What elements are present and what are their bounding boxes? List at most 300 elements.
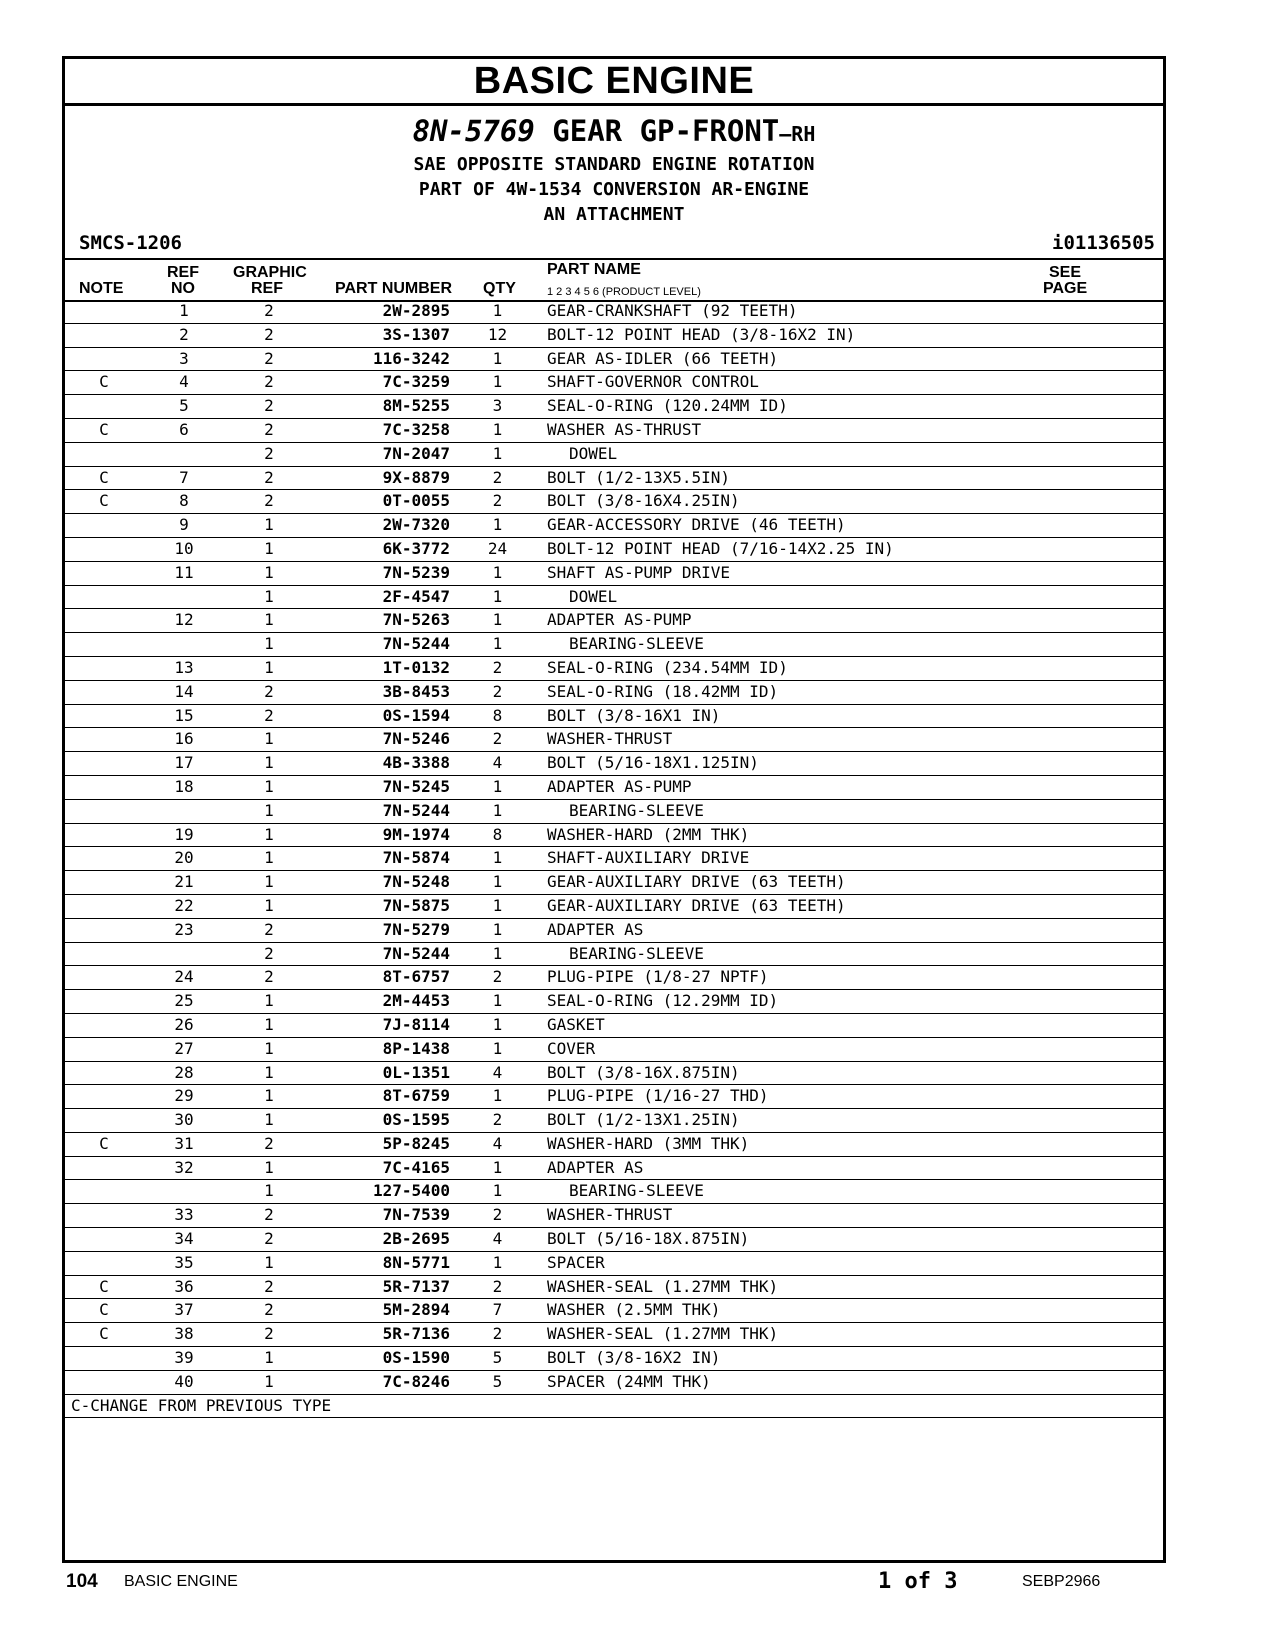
table-row	[65, 1347, 1163, 1371]
ref-no-cell: 40	[174, 1371, 194, 1391]
qty-cell: 2	[492, 491, 503, 511]
ref-no-cell: 4	[179, 372, 189, 392]
part-number-cell: 7C-4165	[382, 1157, 450, 1177]
table-row	[65, 776, 1163, 800]
qty-cell: 12	[487, 324, 508, 344]
ref-no-cell: 1	[179, 301, 189, 320]
part-name-cell: BOLT (3/8-16X1 IN)	[547, 705, 721, 725]
graphic-ref-cell: 1	[264, 1371, 274, 1391]
part-name-cell: BOLT-12 POINT HEAD (3/8-16X2 IN)	[547, 324, 856, 344]
graphic-ref-cell: 2	[264, 943, 274, 963]
qty-cell: 5	[492, 1371, 503, 1391]
qty-cell: 1	[492, 848, 503, 868]
graphic-ref-cell: 1	[264, 729, 274, 749]
ref-no-cell: 29	[174, 1086, 194, 1106]
part-number-cell: 2M-4453	[382, 991, 450, 1011]
ref-no-cell: 5	[179, 396, 189, 416]
graphic-ref-cell: 1	[264, 1157, 274, 1177]
qty-cell: 1	[492, 610, 503, 630]
part-name-cell: GEAR-CRANKSHAFT (92 TEETH)	[547, 301, 798, 320]
part-number-cell: 6K-3772	[382, 538, 450, 558]
graphic-ref-cell: 1	[264, 776, 274, 796]
graphic-ref-cell: 1	[264, 872, 274, 892]
qty-cell: 2	[492, 729, 503, 749]
part-name-cell: GEAR-ACCESSORY DRIVE (46 TEETH)	[547, 515, 846, 535]
graphic-ref-cell: 1	[264, 515, 274, 535]
qty-cell: 1	[492, 443, 503, 463]
qty-cell: 4	[492, 1062, 503, 1082]
graphic-ref-cell: 1	[264, 1038, 274, 1058]
table-row	[65, 871, 1163, 895]
table-row	[65, 1228, 1163, 1252]
note-cell: C	[99, 372, 109, 392]
part-name-cell: WASHER-THRUST	[547, 729, 673, 749]
part-number-cell: 7N-5263	[382, 610, 450, 630]
part-number-cell: 1T-0132	[382, 657, 450, 677]
part-number-cell: 0S-1590	[382, 1348, 450, 1368]
group-part-name: GEAR GP-FRONT	[552, 114, 780, 148]
ref-no-cell: 9	[179, 515, 189, 535]
qty-cell: 7	[492, 1300, 503, 1320]
doc-id: SEBP2966	[1022, 1573, 1101, 1590]
graphic-ref-cell: 2	[264, 1276, 274, 1296]
table-row	[65, 824, 1163, 848]
ref-no-cell: 20	[174, 848, 194, 868]
part-number-cell: 8T-6759	[382, 1086, 450, 1106]
part-number-cell: 7C-8246	[382, 1371, 450, 1391]
qty-cell: 1	[492, 800, 503, 820]
table-row	[65, 657, 1163, 681]
graphic-ref-cell: 2	[264, 1229, 274, 1249]
ref-no-cell: 15	[174, 705, 194, 725]
part-number-cell: 5R-7136	[382, 1324, 450, 1344]
ref-no-cell: 3	[179, 348, 189, 368]
graphic-ref-cell: 2	[264, 419, 274, 439]
part-name-cell: SHAFT AS-PUMP DRIVE	[547, 562, 731, 582]
qty-cell: 1	[492, 301, 503, 320]
graphic-ref-cell: 2	[264, 967, 274, 987]
qty-cell: 1	[492, 562, 503, 582]
col-graphic-2: REF	[251, 280, 283, 297]
table-row	[65, 633, 1163, 657]
sheet-count: 1 of 3	[878, 1569, 958, 1594]
table-header	[65, 258, 1163, 302]
part-number-cell: 2B-2695	[382, 1229, 450, 1249]
qty-cell: 1	[492, 1181, 503, 1201]
graphic-ref-cell: 1	[264, 1181, 274, 1201]
qty-cell: 2	[492, 1276, 503, 1296]
ref-no-cell: 35	[174, 1252, 194, 1272]
part-name-cell: BOLT (3/8-16X.875IN)	[547, 1062, 740, 1082]
ref-no-cell: 17	[174, 753, 194, 773]
table-row	[65, 1133, 1163, 1157]
graphic-ref-cell: 1	[264, 848, 274, 868]
note-cell: C	[99, 1300, 109, 1320]
graphic-ref-cell: 1	[264, 538, 274, 558]
part-name-cell: BOLT (3/8-16X4.25IN)	[547, 491, 740, 511]
ref-no-cell: 26	[174, 1014, 194, 1034]
ref-no-cell: 11	[174, 562, 194, 582]
table-row	[65, 1299, 1163, 1323]
ref-no-cell: 39	[174, 1348, 194, 1368]
group-title	[65, 113, 1163, 152]
part-name-cell: ADAPTER AS	[547, 919, 644, 939]
ref-no-cell: 8	[179, 491, 189, 511]
qty-cell: 8	[492, 824, 503, 844]
qty-cell: 3	[492, 396, 503, 416]
graphic-ref-cell: 2	[264, 348, 274, 368]
part-name-cell: SEAL-O-RING (18.42MM ID)	[547, 681, 779, 701]
smcs-code: SMCS-1206	[79, 232, 182, 254]
ref-no-cell: 25	[174, 991, 194, 1011]
table-row	[65, 1038, 1163, 1062]
qty-cell: 2	[492, 681, 503, 701]
graphic-ref-cell: 1	[264, 562, 274, 582]
part-name-cell: BOLT-12 POINT HEAD (7/16-14X2.25 IN)	[547, 538, 894, 558]
table-row	[65, 895, 1163, 919]
qty-cell: 2	[492, 657, 503, 677]
qty-cell: 1	[492, 1157, 503, 1177]
graphic-ref-cell: 1	[264, 1014, 274, 1034]
qty-cell: 8	[492, 705, 503, 725]
footer-section: BASIC ENGINE	[124, 1573, 238, 1590]
part-number-cell: 7N-2047	[382, 443, 450, 463]
table-row	[65, 752, 1163, 776]
note-cell: C	[99, 419, 109, 439]
qty-cell: 1	[492, 1086, 503, 1106]
part-number-cell: 7N-5244	[382, 634, 450, 654]
table-row	[65, 728, 1163, 752]
qty-cell: 2	[492, 1110, 503, 1130]
ref-no-cell: 16	[174, 729, 194, 749]
part-number-cell: 7N-5874	[382, 848, 450, 868]
part-name-cell: SPACER	[547, 1252, 605, 1272]
part-number-cell: 7N-5245	[382, 776, 450, 796]
ref-no-cell: 13	[174, 657, 194, 677]
ref-no-cell: 36	[174, 1276, 194, 1296]
note-cell: C	[99, 1133, 109, 1153]
footnote: C-CHANGE FROM PREVIOUS TYPE	[65, 1395, 1163, 1418]
part-number-cell: 5P-8245	[382, 1133, 450, 1153]
part-number-cell: 8P-1438	[382, 1038, 450, 1058]
qty-cell: 4	[492, 1133, 503, 1153]
note-cell: C	[99, 467, 109, 487]
table-row	[65, 800, 1163, 824]
qty-cell: 2	[492, 467, 503, 487]
group-suffix: —RH	[779, 122, 816, 146]
qty-cell: 4	[492, 1229, 503, 1249]
part-name-cell: SEAL-O-RING (120.24MM ID)	[547, 396, 788, 416]
table-row	[65, 1371, 1163, 1395]
table-row	[65, 538, 1163, 562]
table-row	[65, 609, 1163, 633]
part-name-cell: WASHER (2.5MM THK)	[547, 1300, 721, 1320]
ref-no-cell: 7	[179, 467, 189, 487]
col-ref-1: REF	[167, 264, 199, 281]
qty-cell: 1	[492, 895, 503, 915]
part-number-cell: 7C-3259	[382, 372, 450, 392]
qty-cell: 1	[492, 586, 503, 606]
graphic-ref-cell: 2	[264, 681, 274, 701]
part-number-cell: 2W-2895	[382, 301, 450, 320]
graphic-ref-cell: 1	[264, 586, 274, 606]
part-name-cell: WASHER-SEAL (1.27MM THK)	[547, 1276, 779, 1296]
table-row	[65, 1180, 1163, 1204]
part-name-cell: PLUG-PIPE (1/8-27 NPTF)	[547, 967, 769, 987]
note-cell: C	[99, 1324, 109, 1344]
note-cell: C	[99, 491, 109, 511]
table-row	[65, 490, 1163, 514]
page-footer	[66, 1571, 1275, 1601]
part-number-cell: 0T-0055	[382, 491, 450, 511]
ref-no-cell: 14	[174, 681, 194, 701]
graphic-ref-cell: 2	[264, 1324, 274, 1344]
table-row	[65, 514, 1163, 538]
part-name-cell: WASHER-SEAL (1.27MM THK)	[547, 1324, 779, 1344]
ref-no-cell: 30	[174, 1110, 194, 1130]
table-row	[65, 681, 1163, 705]
ref-no-cell: 12	[174, 610, 194, 630]
part-number-cell: 7N-5239	[382, 562, 450, 582]
part-number-cell: 9X-8879	[382, 467, 450, 487]
part-name-cell: SEAL-O-RING (234.54MM ID)	[547, 657, 788, 677]
ref-no-cell: 27	[174, 1038, 194, 1058]
graphic-ref-cell: 1	[264, 1252, 274, 1272]
col-graphic-1: GRAPHIC	[233, 264, 307, 281]
part-number-cell: 127-5400	[372, 1181, 450, 1201]
graphic-ref-cell: 2	[264, 1300, 274, 1320]
graphic-ref-cell: 2	[264, 324, 274, 344]
graphic-ref-cell: 2	[264, 443, 274, 463]
part-name-cell: ADAPTER AS-PUMP	[547, 776, 692, 796]
table-row	[65, 324, 1163, 348]
table-row	[65, 1157, 1163, 1181]
col-product-level: 1 2 3 4 5 6 (PRODUCT LEVEL)	[547, 286, 701, 298]
group-line-3: AN ATTACHMENT	[543, 204, 685, 225]
qty-cell: 1	[492, 872, 503, 892]
col-ref-2: NO	[171, 280, 195, 297]
qty-cell: 1	[492, 1038, 503, 1058]
group-line-2: PART OF 4W-1534 CONVERSION AR-ENGINE	[418, 179, 810, 200]
part-number-cell: 8T-6757	[382, 967, 450, 987]
part-name-cell: BEARING-SLEEVE	[569, 634, 704, 654]
part-number-cell: 7N-7539	[382, 1205, 450, 1225]
part-name-cell: SHAFT-GOVERNOR CONTROL	[547, 372, 759, 392]
ref-no-cell: 33	[174, 1205, 194, 1225]
table-row	[65, 1276, 1163, 1300]
graphic-ref-cell: 1	[264, 634, 274, 654]
part-name-cell: BOLT (1/2-13X1.25IN)	[547, 1110, 740, 1130]
part-name-cell: GASKET	[547, 1014, 605, 1034]
ref-no-cell: 2	[179, 324, 189, 344]
illustration-id: i01136505	[1052, 232, 1155, 254]
graphic-ref-cell: 2	[264, 1205, 274, 1225]
part-name-cell: WASHER-HARD (3MM THK)	[547, 1133, 750, 1153]
ref-no-cell: 34	[174, 1229, 194, 1249]
table-row	[65, 467, 1163, 491]
ref-no-cell: 22	[174, 895, 194, 915]
table-row	[65, 705, 1163, 729]
col-part-name: PART NAME	[547, 261, 641, 278]
part-name-cell: WASHER-THRUST	[547, 1205, 673, 1225]
ref-no-cell: 31	[174, 1133, 194, 1153]
note-cell: C	[99, 1276, 109, 1296]
table-row	[65, 1014, 1163, 1038]
graphic-ref-cell: 1	[264, 1086, 274, 1106]
graphic-ref-cell: 1	[264, 800, 274, 820]
part-name-cell: GEAR AS-IDLER (66 TEETH)	[547, 348, 779, 368]
page-frame	[62, 56, 1166, 1563]
part-name-cell: COVER	[547, 1038, 596, 1058]
qty-cell: 1	[492, 419, 503, 439]
part-name-cell: BOLT (3/8-16X2 IN)	[547, 1348, 721, 1368]
col-part-number: PART NUMBER	[335, 280, 453, 297]
parts-table	[65, 300, 1163, 1418]
part-number-cell: 7N-5244	[382, 800, 450, 820]
ref-no-cell: 28	[174, 1062, 194, 1082]
table-row	[65, 1323, 1163, 1347]
graphic-ref-cell: 1	[264, 824, 274, 844]
graphic-ref-cell: 1	[264, 1062, 274, 1082]
table-row	[65, 371, 1163, 395]
ref-no-cell: 19	[174, 824, 194, 844]
graphic-ref-cell: 2	[264, 396, 274, 416]
part-number-cell: 3B-8453	[382, 681, 450, 701]
part-number-cell: 0S-1594	[382, 705, 450, 725]
part-number-cell: 7N-5875	[382, 895, 450, 915]
qty-cell: 4	[492, 753, 503, 773]
table-row	[65, 443, 1163, 467]
part-number-cell: 7N-5244	[382, 943, 450, 963]
graphic-ref-cell: 2	[264, 372, 274, 392]
ref-no-cell: 18	[174, 776, 194, 796]
graphic-ref-cell: 1	[264, 895, 274, 915]
part-name-cell: BEARING-SLEEVE	[569, 1181, 704, 1201]
part-name-cell: WASHER AS-THRUST	[547, 419, 702, 439]
table-row	[65, 300, 1163, 324]
part-name-cell: BEARING-SLEEVE	[569, 800, 704, 820]
part-number-cell: 2F-4547	[382, 586, 450, 606]
part-number-cell: 7N-5279	[382, 919, 450, 939]
graphic-ref-cell: 1	[264, 1348, 274, 1368]
graphic-ref-cell: 1	[264, 657, 274, 677]
table-row	[65, 1062, 1163, 1086]
part-number-cell: 7N-5246	[382, 729, 450, 749]
ref-no-cell: 21	[174, 872, 194, 892]
qty-cell: 1	[492, 991, 503, 1011]
table-row	[65, 348, 1163, 372]
part-name-cell: ADAPTER AS-PUMP	[547, 610, 692, 630]
qty-cell: 1	[492, 515, 503, 535]
part-number-cell: 116-3242	[372, 348, 450, 368]
table-row	[65, 1204, 1163, 1228]
table-row	[65, 1252, 1163, 1276]
graphic-ref-cell: 2	[264, 467, 274, 487]
table-row	[65, 419, 1163, 443]
graphic-ref-cell: 1	[264, 1110, 274, 1130]
part-name-cell: BOLT (1/2-13X5.5IN)	[547, 467, 731, 487]
qty-cell: 1	[492, 348, 503, 368]
part-name-cell: BOLT (5/16-18X1.125IN)	[547, 753, 759, 773]
table-row	[65, 943, 1163, 967]
ref-no-cell: 37	[174, 1300, 194, 1320]
part-number-cell: 7J-8114	[382, 1014, 450, 1034]
table-row	[65, 966, 1163, 990]
ref-no-cell: 6	[179, 419, 189, 439]
table-row	[65, 586, 1163, 610]
part-number-cell: 9M-1974	[382, 824, 450, 844]
col-see-2: PAGE	[1043, 280, 1088, 297]
part-number-cell: 2W-7320	[382, 515, 450, 535]
qty-cell: 1	[492, 919, 503, 939]
part-name-cell: WASHER-HARD (2MM THK)	[547, 824, 750, 844]
qty-cell: 2	[492, 1324, 503, 1344]
graphic-ref-cell: 2	[264, 301, 274, 320]
page-title: BASIC ENGINE	[473, 60, 755, 102]
qty-cell: 1	[492, 943, 503, 963]
table-row	[65, 847, 1163, 871]
part-number-cell: 7C-3258	[382, 419, 450, 439]
group-line-1: SAE OPPOSITE STANDARD ENGINE ROTATION	[413, 154, 815, 175]
graphic-ref-cell: 1	[264, 610, 274, 630]
ref-no-cell: 24	[174, 967, 194, 987]
part-name-cell: GEAR-AUXILIARY DRIVE (63 TEETH)	[547, 872, 846, 892]
graphic-ref-cell: 2	[264, 491, 274, 511]
part-number-cell: 8M-5255	[382, 396, 450, 416]
part-number-cell: 8N-5771	[382, 1252, 450, 1272]
part-number-cell: 4B-3388	[382, 753, 450, 773]
graphic-ref-cell: 1	[264, 991, 274, 1011]
ref-no-cell: 23	[174, 919, 194, 939]
group-heading	[65, 113, 1163, 227]
part-number-cell: 5R-7137	[382, 1276, 450, 1296]
qty-cell: 1	[492, 1014, 503, 1034]
part-number-cell: 3S-1307	[382, 324, 450, 344]
part-name-cell: SHAFT-AUXILIARY DRIVE	[547, 848, 750, 868]
table-row	[65, 1085, 1163, 1109]
table-row	[65, 562, 1163, 586]
qty-cell: 24	[487, 538, 508, 558]
part-number-cell: 5M-2894	[382, 1300, 450, 1320]
table-row	[65, 919, 1163, 943]
part-name-cell: PLUG-PIPE (1/16-27 THD)	[547, 1086, 769, 1106]
table-row	[65, 1109, 1163, 1133]
qty-cell: 1	[492, 372, 503, 392]
part-number-cell: 0S-1595	[382, 1110, 450, 1130]
graphic-ref-cell: 2	[264, 1133, 274, 1153]
table-row	[65, 990, 1163, 1014]
part-name-cell: DOWEL	[569, 443, 618, 463]
table-row	[65, 395, 1163, 419]
part-name-cell: BOLT (5/16-18X.875IN)	[547, 1229, 750, 1249]
ref-no-cell: 38	[174, 1324, 194, 1344]
part-name-cell: SPACER (24MM THK)	[547, 1371, 711, 1391]
col-qty: QTY	[483, 280, 516, 297]
col-note: NOTE	[79, 280, 124, 297]
qty-cell: 2	[492, 1205, 503, 1225]
qty-cell: 1	[492, 1252, 503, 1272]
part-name-cell: DOWEL	[569, 586, 618, 606]
qty-cell: 1	[492, 776, 503, 796]
group-part-number: 8N-5769	[412, 114, 535, 148]
part-number-cell: 7N-5248	[382, 872, 450, 892]
part-name-cell: GEAR-AUXILIARY DRIVE (63 TEETH)	[547, 895, 846, 915]
page-number: 104	[66, 1571, 98, 1592]
part-name-cell: BEARING-SLEEVE	[569, 943, 704, 963]
ref-no-cell: 32	[174, 1157, 194, 1177]
part-name-cell: SEAL-O-RING (12.29MM ID)	[547, 991, 779, 1011]
graphic-ref-cell: 2	[264, 705, 274, 725]
